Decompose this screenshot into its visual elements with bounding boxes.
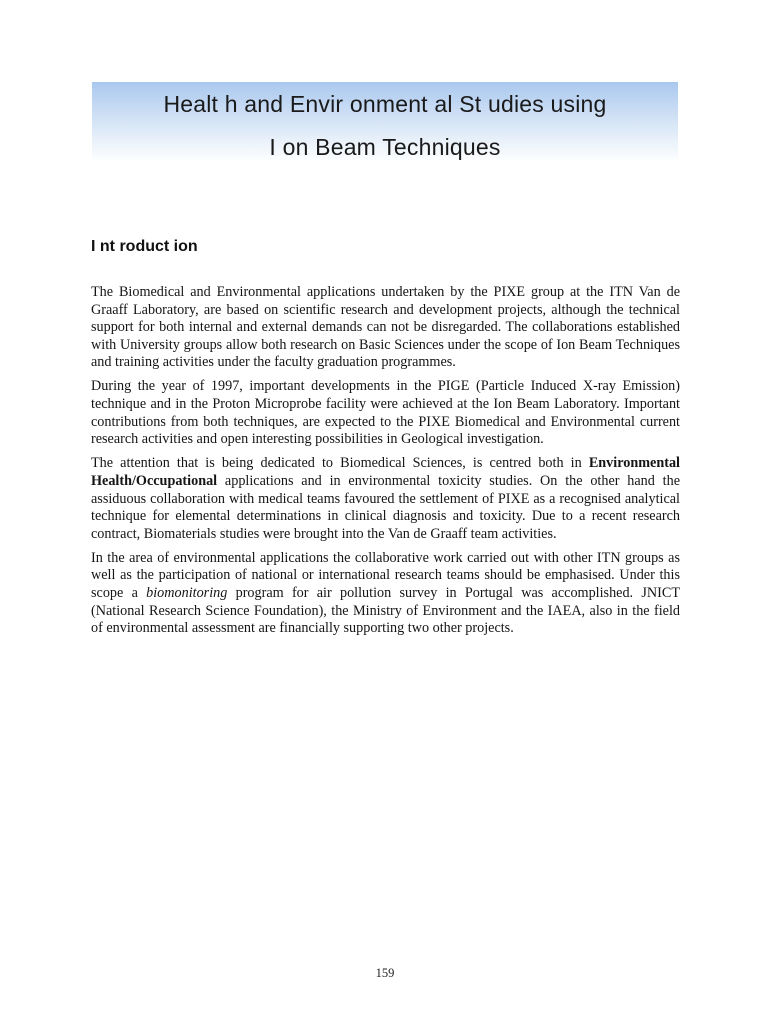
paragraph-4-italic-term: biomonitoring xyxy=(146,585,228,601)
page-title-line-2: I on Beam Techniques xyxy=(269,134,501,160)
paragraph-2: During the year of 1997, important developments in the PIGE (Particle Induced X-ray Emission) technique and in the Proton Microprobe facility were achieved at the Ion Beam Laboratory. Important contributions from both techniques, are expected to the PIXE Biomedical and Environmental current research activities and open interesting possibilities in Geological investigation. xyxy=(91,378,680,448)
page-number: 159 xyxy=(375,966,395,980)
page-title-line-1: Healt h and Envir onment al St udies using xyxy=(163,91,607,117)
paragraph-4-text-start: In the area of environmental applications the collaborative work carried out with other ITN groups as well as the participation of national or international research teams should be emphasised. Under this scope a xyxy=(91,549,680,601)
paragraph-3-text-end: applications and in environmental toxicity studies. On the other hand the assiduous collaboration with medical teams favoured the settlement of PIXE as a recognised analytical technique for elemental determinations in clinical diagnosis and toxicity. Due to a recent research contract, Biomaterials studies were brought into the Van de Graaff team activities. xyxy=(91,472,680,542)
section-heading-introduction: I nt roduct ion xyxy=(91,238,198,255)
body-text xyxy=(91,284,680,644)
paragraph-4 xyxy=(91,550,680,638)
paragraph-3-bold-term: Environmental Health/Occupational xyxy=(91,455,680,489)
paragraph-3-text-start: The attention that is being dedicated to Biomedical Sciences, is centred both in xyxy=(91,455,589,472)
paragraph-3 xyxy=(91,455,680,543)
paragraph-4-text-end: program for air pollution survey in Portugal was accomplished. JNICT (National Research Science Foundation), the Ministry of Environment and the IAEA, also in the field of environmental assessment are financially supporting two other projects. xyxy=(91,585,680,637)
paragraph-1: The Biomedical and Environmental applications undertaken by the PIXE group at the ITN Van de Graaff Laboratory, are based on scientific research and development projects, although the technical support for both internal and external demands can not be disregarded. The collaborations established with University groups allow both research on Basic Sciences under the scope of Ion Beam Techniques and training activities under the faculty graduation programmes. xyxy=(91,284,680,371)
